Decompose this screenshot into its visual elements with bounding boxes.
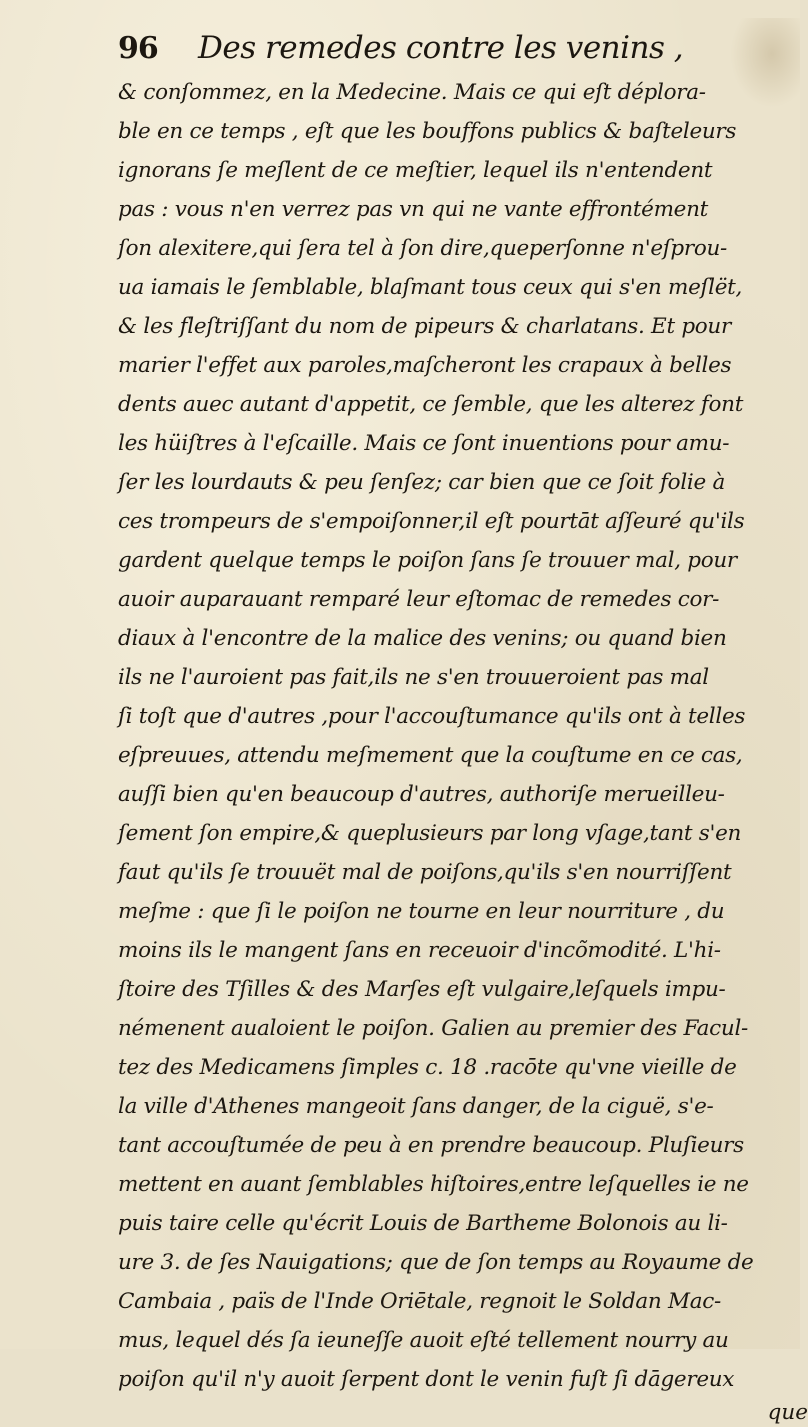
text-line: dents auec autant d'appetit, ce ſemble, que les alterez font xyxy=(118,392,744,417)
text-line: moins ils le mangent ſans en receuoir d'incõmodité. L'hi- xyxy=(118,938,721,963)
text-line: diaux à l'encontre de la malice des venins; ou quand bien xyxy=(118,626,727,651)
text-line: marier l'effet aux paroles,maſcheront les crapaux à belles xyxy=(118,353,732,378)
text-line: auſſi bien qu'en beaucoup d'autres, authoriſe merueilleu- xyxy=(118,782,725,807)
running-title: Des remedes contre les venins , xyxy=(198,30,684,66)
text-line: gardent quelque temps le poiſon ſans ſe trouuer mal, pour xyxy=(118,548,737,573)
text-line: faut qu'ils ſe trouuët mal de poiſons,qu'ils s'en nourriſſent xyxy=(118,860,732,885)
catchword: que xyxy=(767,1400,808,1425)
text-line: ignorans ſe meſlent de ce meſtier, lequel ils n'entendent xyxy=(118,158,713,183)
text-line: la ville d'Athenes mangeoit ſans danger, de la ciguë, s'e- xyxy=(118,1094,714,1119)
text-line: eſpreuues, attendu meſmement que la couſtume en ce cas, xyxy=(118,743,743,768)
text-line: ſement ſon empire,& queplusieurs par long vſage,tant s'en xyxy=(118,821,742,846)
text-line: & conſommez, en la Medecine. Mais ce qui eſt déplora- xyxy=(118,80,706,105)
body-text xyxy=(118,73,808,1425)
text-line: ils ne l'auroient pas fait,ils ne s'en trouueroient pas mal xyxy=(118,665,709,690)
text-line: les hüiſtres à l'eſcaille. Mais ce ſont inuentions pour amu- xyxy=(118,431,730,456)
text-line: pas : vous n'en verrez pas vn qui ne vante effrontément xyxy=(118,197,708,222)
text-line: tant accouſtumée de peu à en prendre beaucoup. Pluſieurs xyxy=(118,1133,744,1158)
text-line: tez des Medicamens ſimples c. 18 .racōte qu'vne vieille de xyxy=(118,1055,737,1080)
text-line: mettent en auant ſemblables hiſtoires,entre leſquelles ie ne xyxy=(118,1172,749,1197)
text-line: ſi toſt que d'autres ,pour l'accouſtumance qu'ils ont à telles xyxy=(118,704,746,729)
text-line: poiſon qu'il n'y auoit ſerpent dont le venin fuſt ſi dāgereux xyxy=(118,1367,735,1392)
text-line: ure 3. de ſes Nauigations; que de ſon temps au Royaume de xyxy=(118,1250,754,1275)
text-line: Cambaia , païs de l'Inde Oriētale, regnoit le Soldan Mac- xyxy=(118,1289,721,1314)
text-line: ſer les lourdauts & peu ſenſez; car bien que ce ſoit folie à xyxy=(118,470,725,495)
text-line: ces trompeurs de s'empoiſonner,il eſt pourtāt aſſeuré qu'ils xyxy=(118,509,745,534)
text-line: ſon alexitere,qui ſera tel à ſon dire,queperſonne n'eſprou- xyxy=(118,236,728,261)
page-number: 96 xyxy=(118,31,158,66)
text-line: meſme : que ſi le poiſon ne tourne en leur nourriture , du xyxy=(118,899,725,924)
text-line: ble en ce temps , eſt que les bouffons publics & baſteleurs xyxy=(118,119,737,144)
text-line: ſtoire des Tſilles & des Marſes eſt vulgaire,leſquels impu- xyxy=(118,977,726,1002)
text-line: & les fleſtriſſant du nom de pipeurs & charlatans. Et pour xyxy=(118,314,731,339)
text-line: ua iamais le ſemblable, blaſmant tous ceux qui s'en meſlët, xyxy=(118,275,743,300)
page-header xyxy=(118,30,798,72)
text-line: mus, lequel dés ſa ieuneſſe auoit eſté tellement nourry au xyxy=(118,1328,729,1353)
text-line: némenent aualoient le poiſon. Galien au premier des Facul- xyxy=(118,1016,749,1041)
text-line: auoir auparauant remparé leur eſtomac de remedes cor- xyxy=(118,587,720,612)
text-line: puis taire celle qu'écrit Louis de Bartheme Bolonois au li- xyxy=(118,1211,728,1236)
